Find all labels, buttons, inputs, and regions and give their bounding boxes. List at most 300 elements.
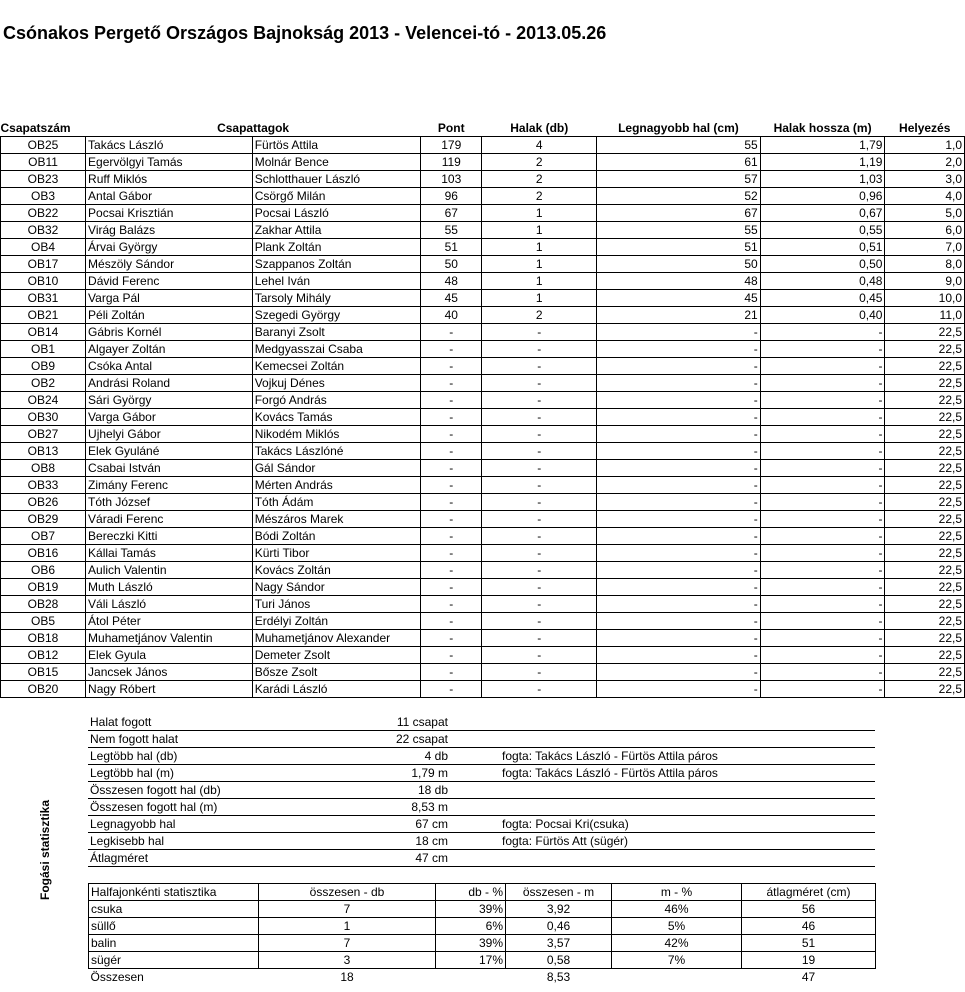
- stats-row: [88, 850, 875, 867]
- table-row: [1, 375, 965, 392]
- cell-length: -: [760, 562, 885, 579]
- cell-largest: 61: [597, 154, 761, 171]
- cell-points: -: [421, 341, 482, 358]
- table-row: [1, 630, 965, 647]
- cell-member-2: Kemecsei Zoltán: [252, 358, 420, 375]
- cell-length: -: [760, 681, 885, 698]
- header-largest: Legnagyobb hal (cm): [597, 120, 761, 137]
- cell-member-2: Bősze Zsolt: [252, 664, 420, 681]
- cell-team-no: OB19: [1, 579, 86, 596]
- cell-team-no: OB20: [1, 681, 86, 698]
- species-cell: 39%: [436, 901, 506, 918]
- cell-team-no: OB25: [1, 137, 86, 154]
- cell-place: 22,5: [885, 324, 965, 341]
- cell-team-no: OB8: [1, 460, 86, 477]
- cell-length: 0,45: [760, 290, 885, 307]
- cell-member-2: Takács Lászlóné: [252, 443, 420, 460]
- cell-fish-count: 2: [482, 171, 597, 188]
- cell-team-no: OB7: [1, 528, 86, 545]
- cell-team-no: OB30: [1, 409, 86, 426]
- stats-row: [88, 731, 875, 748]
- cell-fish-count: -: [482, 511, 597, 528]
- cell-length: -: [760, 596, 885, 613]
- cell-member-2: Nikodém Miklós: [252, 426, 420, 443]
- cell-member-2: Nagy Sándor: [252, 579, 420, 596]
- cell-length: -: [760, 443, 885, 460]
- species-cell: 56: [742, 901, 876, 918]
- cell-length: -: [760, 409, 885, 426]
- cell-largest: 45: [597, 290, 761, 307]
- species-cell: 7: [259, 901, 436, 918]
- stats-value: 47 cm: [338, 850, 450, 867]
- stats-side-label: Fogási statisztika: [38, 799, 52, 901]
- cell-length: 0,55: [760, 222, 885, 239]
- stats-value: 4 db: [338, 748, 450, 765]
- cell-member-1: Aulich Valentin: [86, 562, 253, 579]
- cell-place: 22,5: [885, 545, 965, 562]
- cell-largest: -: [597, 341, 761, 358]
- cell-member-1: Ruff Miklós: [86, 171, 253, 188]
- cell-largest: -: [597, 596, 761, 613]
- table-row: [1, 205, 965, 222]
- cell-fish-count: -: [482, 324, 597, 341]
- cell-largest: -: [597, 545, 761, 562]
- stats-table: [88, 714, 875, 867]
- header-length: Halak hossza (m): [760, 120, 885, 137]
- cell-member-1: Mészöly Sándor: [86, 256, 253, 273]
- cell-length: -: [760, 528, 885, 545]
- species-cell: 51: [742, 935, 876, 952]
- table-row: [1, 460, 965, 477]
- cell-team-no: OB12: [1, 647, 86, 664]
- species-row: [89, 918, 876, 935]
- species-cell: süllő: [89, 918, 259, 935]
- cell-team-no: OB26: [1, 494, 86, 511]
- table-row: [1, 171, 965, 188]
- cell-place: 22,5: [885, 477, 965, 494]
- cell-member-1: Muhametjánov Valentin: [86, 630, 253, 647]
- cell-points: -: [421, 443, 482, 460]
- cell-length: -: [760, 630, 885, 647]
- cell-fish-count: 4: [482, 137, 597, 154]
- cell-place: 22,5: [885, 409, 965, 426]
- cell-place: 22,5: [885, 647, 965, 664]
- cell-fish-count: 1: [482, 256, 597, 273]
- cell-place: 7,0: [885, 239, 965, 256]
- table-row: [1, 154, 965, 171]
- cell-team-no: OB23: [1, 171, 86, 188]
- cell-fish-count: -: [482, 460, 597, 477]
- species-row: [89, 901, 876, 918]
- stats-value: 18 cm: [338, 833, 450, 850]
- species-cell: 3,57: [506, 935, 612, 952]
- cell-member-2: Plank Zoltán: [252, 239, 420, 256]
- cell-member-2: Gál Sándor: [252, 460, 420, 477]
- results-body: [1, 137, 965, 698]
- cell-team-no: OB32: [1, 222, 86, 239]
- cell-team-no: OB4: [1, 239, 86, 256]
- species-cell: 7: [259, 935, 436, 952]
- cell-fish-count: -: [482, 528, 597, 545]
- cell-member-1: Antal Gábor: [86, 188, 253, 205]
- table-row: [1, 681, 965, 698]
- cell-points: 103: [421, 171, 482, 188]
- table-row: [1, 290, 965, 307]
- cell-length: -: [760, 341, 885, 358]
- cell-points: 67: [421, 205, 482, 222]
- cell-team-no: OB13: [1, 443, 86, 460]
- stats-label: Legtöbb hal (m): [88, 765, 338, 782]
- cell-length: -: [760, 392, 885, 409]
- cell-length: -: [760, 647, 885, 664]
- cell-team-no: OB24: [1, 392, 86, 409]
- header-members: Csapattagok: [86, 120, 421, 137]
- cell-member-1: Elek Gyuláné: [86, 443, 253, 460]
- cell-member-1: Pocsai Krisztián: [86, 205, 253, 222]
- cell-member-1: Jancsek János: [86, 664, 253, 681]
- cell-member-2: Karádi László: [252, 681, 420, 698]
- cell-fish-count: -: [482, 647, 597, 664]
- stats-label: Legkisebb hal: [88, 833, 338, 850]
- cell-member-2: Kürti Tibor: [252, 545, 420, 562]
- cell-member-2: Mérten András: [252, 477, 420, 494]
- table-row: [1, 477, 965, 494]
- species-header-cell: összesen - db: [259, 884, 436, 901]
- cell-points: 40: [421, 307, 482, 324]
- cell-member-1: Andrási Roland: [86, 375, 253, 392]
- species-cell: csuka: [89, 901, 259, 918]
- cell-place: 22,5: [885, 460, 965, 477]
- cell-largest: 57: [597, 171, 761, 188]
- cell-place: 22,5: [885, 664, 965, 681]
- cell-fish-count: -: [482, 392, 597, 409]
- cell-fish-count: -: [482, 596, 597, 613]
- cell-member-2: Schlotthauer László: [252, 171, 420, 188]
- stats-note: fogta: Takács László - Fürtös Attila páros: [450, 748, 875, 765]
- cell-length: 0,51: [760, 239, 885, 256]
- table-row: [1, 409, 965, 426]
- stats-note: fogta: Pocsai Kri(csuka): [450, 816, 875, 833]
- cell-largest: -: [597, 613, 761, 630]
- cell-team-no: OB5: [1, 613, 86, 630]
- table-row: [1, 239, 965, 256]
- cell-member-1: Varga Pál: [86, 290, 253, 307]
- cell-team-no: OB15: [1, 664, 86, 681]
- table-row: [1, 613, 965, 630]
- page-title: Csónakos Pergető Országos Bajnokság 2013 - Velencei-tó - 2013.05.26: [3, 23, 607, 43]
- cell-length: -: [760, 375, 885, 392]
- species-header-cell: db - %: [436, 884, 506, 901]
- cell-place: 3,0: [885, 171, 965, 188]
- cell-fish-count: 1: [482, 205, 597, 222]
- cell-place: 22,5: [885, 596, 965, 613]
- cell-largest: 48: [597, 273, 761, 290]
- cell-place: 6,0: [885, 222, 965, 239]
- table-row: [1, 545, 965, 562]
- cell-member-2: Forgó András: [252, 392, 420, 409]
- species-header-row: [89, 884, 876, 901]
- species-cell: 0,58: [506, 952, 612, 969]
- cell-points: -: [421, 409, 482, 426]
- stats-value: 1,79 m: [338, 765, 450, 782]
- cell-fish-count: -: [482, 443, 597, 460]
- cell-points: 50: [421, 256, 482, 273]
- cell-place: 22,5: [885, 392, 965, 409]
- cell-member-2: Mészáros Marek: [252, 511, 420, 528]
- cell-length: 1,19: [760, 154, 885, 171]
- cell-team-no: OB18: [1, 630, 86, 647]
- stats-note: fogta: Takács László - Fürtös Attila páros: [450, 765, 875, 782]
- cell-largest: -: [597, 460, 761, 477]
- cell-fish-count: -: [482, 664, 597, 681]
- stats-row: [88, 765, 875, 782]
- cell-largest: -: [597, 511, 761, 528]
- cell-fish-count: -: [482, 545, 597, 562]
- cell-points: -: [421, 477, 482, 494]
- cell-place: 8,0: [885, 256, 965, 273]
- table-row: [1, 664, 965, 681]
- cell-length: 1,03: [760, 171, 885, 188]
- cell-member-1: Nagy Róbert: [86, 681, 253, 698]
- stats-label: Legtöbb hal (db): [88, 748, 338, 765]
- cell-member-2: Baranyi Zsolt: [252, 324, 420, 341]
- table-row: [1, 324, 965, 341]
- cell-member-1: Csóka Antal: [86, 358, 253, 375]
- cell-fish-count: 2: [482, 307, 597, 324]
- cell-points: -: [421, 613, 482, 630]
- cell-member-2: Tarsoly Mihály: [252, 290, 420, 307]
- cell-team-no: OB29: [1, 511, 86, 528]
- cell-length: -: [760, 511, 885, 528]
- cell-team-no: OB2: [1, 375, 86, 392]
- table-row: [1, 528, 965, 545]
- stats-label: Átlagméret: [88, 850, 338, 867]
- species-body: [89, 884, 876, 986]
- cell-length: 0,48: [760, 273, 885, 290]
- cell-fish-count: -: [482, 494, 597, 511]
- cell-member-1: Zimány Ferenc: [86, 477, 253, 494]
- species-cell: 0,46: [506, 918, 612, 935]
- stats-label: Halat fogott: [88, 714, 338, 731]
- cell-points: 45: [421, 290, 482, 307]
- table-row: [1, 341, 965, 358]
- species-cell: 46%: [612, 901, 742, 918]
- cell-largest: -: [597, 681, 761, 698]
- cell-points: -: [421, 426, 482, 443]
- cell-fish-count: 1: [482, 273, 597, 290]
- cell-largest: -: [597, 409, 761, 426]
- cell-largest: 67: [597, 205, 761, 222]
- cell-points: -: [421, 681, 482, 698]
- cell-member-1: Árvai György: [86, 239, 253, 256]
- cell-largest: -: [597, 392, 761, 409]
- header-points: Pont: [421, 120, 482, 137]
- stats-row: [88, 748, 875, 765]
- cell-fish-count: -: [482, 358, 597, 375]
- cell-points: 55: [421, 222, 482, 239]
- cell-points: -: [421, 324, 482, 341]
- cell-largest: -: [597, 664, 761, 681]
- species-total-cell: [612, 969, 742, 986]
- table-row: [1, 222, 965, 239]
- cell-fish-count: -: [482, 426, 597, 443]
- species-cell: 3,92: [506, 901, 612, 918]
- cell-place: 5,0: [885, 205, 965, 222]
- cell-largest: -: [597, 647, 761, 664]
- species-total-row: [89, 969, 876, 986]
- cell-fish-count: 1: [482, 290, 597, 307]
- cell-fish-count: -: [482, 375, 597, 392]
- cell-points: -: [421, 511, 482, 528]
- species-table: [88, 883, 876, 985]
- cell-team-no: OB21: [1, 307, 86, 324]
- cell-largest: 51: [597, 239, 761, 256]
- cell-team-no: OB11: [1, 154, 86, 171]
- stats-row: [88, 799, 875, 816]
- cell-fish-count: -: [482, 477, 597, 494]
- species-total-cell: Összesen: [90, 970, 144, 984]
- cell-points: 48: [421, 273, 482, 290]
- cell-member-1: Varga Gábor: [86, 409, 253, 426]
- cell-largest: -: [597, 528, 761, 545]
- table-row: [1, 647, 965, 664]
- table-row: [1, 494, 965, 511]
- cell-place: 22,5: [885, 494, 965, 511]
- species-cell: sügér: [89, 952, 259, 969]
- cell-points: 51: [421, 239, 482, 256]
- cell-points: -: [421, 528, 482, 545]
- stats-note: [450, 714, 875, 731]
- cell-member-1: Ujhelyi Gábor: [86, 426, 253, 443]
- stats-row: [88, 714, 875, 731]
- cell-member-1: Átol Péter: [86, 613, 253, 630]
- stats-value: 67 cm: [338, 816, 450, 833]
- cell-member-2: Medgyasszai Csaba: [252, 341, 420, 358]
- stats-row: [88, 833, 875, 850]
- cell-largest: -: [597, 579, 761, 596]
- stats-label: Nem fogott halat: [88, 731, 338, 748]
- cell-member-1: Bereczki Kitti: [86, 528, 253, 545]
- cell-fish-count: -: [482, 579, 597, 596]
- cell-place: 4,0: [885, 188, 965, 205]
- table-row: [1, 137, 965, 154]
- cell-place: 22,5: [885, 630, 965, 647]
- cell-fish-count: -: [482, 630, 597, 647]
- cell-points: -: [421, 392, 482, 409]
- cell-largest: -: [597, 443, 761, 460]
- cell-fish-count: -: [482, 681, 597, 698]
- cell-member-1: Tóth József: [86, 494, 253, 511]
- cell-points: 179: [421, 137, 482, 154]
- cell-largest: -: [597, 358, 761, 375]
- cell-place: 2,0: [885, 154, 965, 171]
- cell-team-no: OB17: [1, 256, 86, 273]
- stats-value: 18 db: [338, 782, 450, 799]
- species-row: [89, 952, 876, 969]
- cell-place: 22,5: [885, 341, 965, 358]
- cell-largest: -: [597, 324, 761, 341]
- cell-largest: -: [597, 426, 761, 443]
- cell-length: -: [760, 545, 885, 562]
- species-cell: 19: [742, 952, 876, 969]
- table-row: [1, 307, 965, 324]
- cell-length: -: [760, 358, 885, 375]
- species-total-cell: 18: [340, 970, 354, 984]
- cell-largest: -: [597, 630, 761, 647]
- stats-note: [450, 799, 875, 816]
- table-row: [1, 562, 965, 579]
- cell-place: 22,5: [885, 443, 965, 460]
- cell-member-1: Muth László: [86, 579, 253, 596]
- species-cell: 46: [742, 918, 876, 935]
- stats-body: [88, 714, 875, 867]
- cell-largest: -: [597, 375, 761, 392]
- table-row: [1, 256, 965, 273]
- cell-member-2: Pocsai László: [252, 205, 420, 222]
- cell-length: -: [760, 324, 885, 341]
- cell-fish-count: -: [482, 613, 597, 630]
- cell-team-no: OB6: [1, 562, 86, 579]
- cell-place: 22,5: [885, 579, 965, 596]
- cell-fish-count: 2: [482, 154, 597, 171]
- header-place: Helyezés: [885, 120, 965, 137]
- species-total-cell: 8,53: [546, 970, 571, 984]
- cell-member-1: Virág Balázs: [86, 222, 253, 239]
- cell-member-2: Fürtös Attila: [252, 137, 420, 154]
- results-table: [0, 120, 965, 698]
- species-cell: 7%: [612, 952, 742, 969]
- cell-member-1: Elek Gyula: [86, 647, 253, 664]
- cell-member-1: Algayer Zoltán: [86, 341, 253, 358]
- cell-points: -: [421, 630, 482, 647]
- species-total-cell: 47: [801, 970, 816, 984]
- cell-member-2: Zakhar Attila: [252, 222, 420, 239]
- species-header-cell: összesen - m: [506, 884, 612, 901]
- cell-place: 22,5: [885, 681, 965, 698]
- stats-value: 11 csapat: [338, 714, 450, 731]
- cell-place: 22,5: [885, 562, 965, 579]
- cell-largest: -: [597, 562, 761, 579]
- stats-note: [450, 850, 875, 867]
- cell-place: 11,0: [885, 307, 965, 324]
- cell-member-2: Tóth Ádám: [252, 494, 420, 511]
- cell-points: -: [421, 545, 482, 562]
- cell-place: 22,5: [885, 426, 965, 443]
- cell-largest: 55: [597, 222, 761, 239]
- cell-points: -: [421, 596, 482, 613]
- cell-length: 0,40: [760, 307, 885, 324]
- stats-label: Legnagyobb hal: [88, 816, 338, 833]
- cell-member-1: Kállai Tamás: [86, 545, 253, 562]
- cell-place: 10,0: [885, 290, 965, 307]
- cell-member-1: Dávid Ferenc: [86, 273, 253, 290]
- cell-points: -: [421, 460, 482, 477]
- cell-length: -: [760, 664, 885, 681]
- species-cell: balin: [89, 935, 259, 952]
- cell-place: 22,5: [885, 358, 965, 375]
- stats-row: [88, 782, 875, 799]
- cell-length: -: [760, 426, 885, 443]
- species-cell: 5%: [612, 918, 742, 935]
- species-header-cell: m - %: [612, 884, 742, 901]
- cell-team-no: OB27: [1, 426, 86, 443]
- cell-length: 0,50: [760, 256, 885, 273]
- cell-place: 22,5: [885, 511, 965, 528]
- cell-points: 96: [421, 188, 482, 205]
- cell-fish-count: 1: [482, 239, 597, 256]
- table-row: [1, 596, 965, 613]
- cell-member-1: Takács László: [86, 137, 253, 154]
